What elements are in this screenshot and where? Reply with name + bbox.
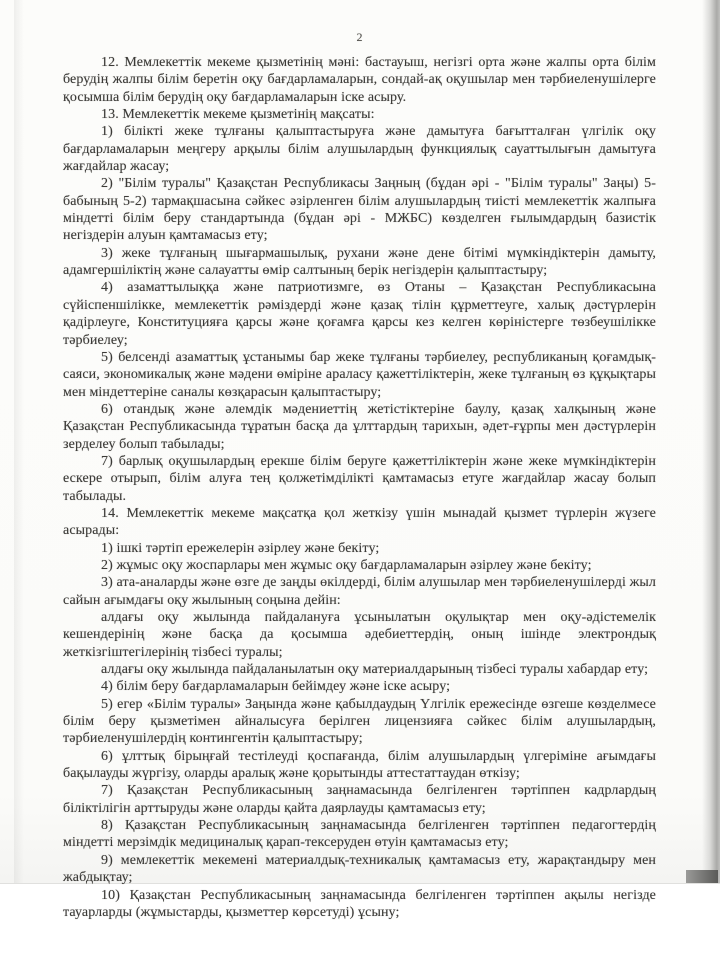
page-edge-shadow-left [14,0,24,883]
paragraph: 4) білім беру бағдарламаларын бейімдеу және іске асыру; [101,679,451,695]
paragraph: алдағы оқу жылында пайдаланылатын оқу материалдарының тізбесі туралы хабардар ету; [101,662,649,678]
paragraph: 1) ішкі тәртіп ережелерін әзірлеу және бекіту; [101,540,380,556]
paragraph: алдағы оқу жылында пайдалануға ұсынылатын оқулықтар мен оқу-әдістемелік кешендерінің және басқа да қосымша әдебиеттердің, оның ішінде электрондық жеткізгіштегілерінің тізбесі туралы; [63,610,656,660]
page-edge-shadow-right [702,0,720,883]
paragraph: 9) мемлекеттік мекемені материалдық-техникалық қамтамасыз ету, жарақтандыру мен жабдықтау; [63,852,656,886]
paragraph: 8) Қазақстан Республикасының заңнамасында белгіленген тәртіппен педагогтердің міндетті мерзімдік медициналық қарап-тексеруден өтуін қамтамасыз ету; [63,818,656,851]
paragraph: 5) егер «Білім туралы» Заңында және қабылдаудың Үлгілік ережесінде өзгеше көзделмесе білім беру қызметімен айналысуға берілген лицензияға сәйкес білім алушылардың, тәрбиеленушілердің контингентін қалыптастыру; [63,696,656,747]
paragraph: 5) белсенді азаматтық ұстанымы бар жеке тұлғаны тәрбиелеу, республиканың қоғамдық-саяси, экономикалық және мәдени өміріне араласу қажеттіліктерін, жеке тұлғаның өз құқықтары мен міндеттеріне саналы көзқарасын қалыптастыру; [63,349,656,400]
paragraph: 4) азаматтылыққа және патриотизмге, өз Отаны – Қазақстан Республикасына сүйіспеншілікке, мемлекеттік рәміздерді және қазақ тілін құрметтеуге, халық дәстүрлерін қадірлеуге, Конституцияға қарсы және қоғамға қарсы кез келген көріністерге төзбеушілікке тәрбиелеу; [63,280,656,348]
paragraph: 6) отандық және әлемдік мәдениеттің жетістіктеріне баулу, қазақ халқының және Қазақстан Республикасында тұратын басқа да ұлттардың тарихын, әдет-ғұрпы мен дәстүрлерін зерделеу болып табылады; [63,401,656,452]
paragraph: 3) жеке тұлғаның шығармашылық, рухани және дене бітімі мүмкіндіктерін дамыту, адамгершіліктің және салауатты өмір салтының берік негіздерін қалыптастыру; [63,245,656,279]
document-body [63,54,656,921]
paragraph: 7) барлық оқушылардың ерекше білім беруге қажеттіліктерін және жеке мүмкіндіктерін ескере отырып, білім алуға тең қолжетімділікті қамтамасыз етуге жағдайлар жасау болып табылады. [63,453,656,504]
paragraph: 10) Қазақстан Республикасының заңнамасында белгіленген тәртіппен ақылы негізде тауарларды (жұмыстарды, қызметтер көрсетуді) ұсыну; [63,887,656,920]
paragraph: 2) "Білім туралы" Қазақстан Республикасы Заңның (бұдан әрі - "Білім туралы" Заңы) 5-бабының 5-2) тармақшасына сәйкес әзірленген білім алушылардың тиісті мемлекеттік жалпыға міндетті білім беру стандартында (бұдан әрі - МЖБС) көзделген ғылымдардың базистік негіздерін алуын қамтамасыз ету; [63,176,656,244]
page-number: 2 [356,30,363,44]
paragraph: 6) ұлттық бірыңғай тестілеуді қоспағанда, білім алушылардың үлгеріміне ағымдағы бақылауды жүргізу, оларды аралық және қорытынды аттестаттаудан өткізу; [63,748,656,782]
page-content [63,30,656,921]
paragraph: 13. Мемлекеттік мекеме қызметінің мақсаты: [101,107,375,123]
paragraph: 7) Қазақстан Республикасының заңнамасында белгіленген тәртіппен кадрлардың біліктілігін арттыруды және оларды қайта даярлауды қамтамасыз ету; [63,783,656,816]
paragraph: 2) жұмыс оқу жоспарлары мен жұмыс оқу бағдарламаларын әзірлеу және бекіту; [101,557,592,573]
paragraph: 14. Мемлекеттік мекеме мақсатқа қол жеткізу үшін мынадай қызмет түрлерін жүзеге асырады: [63,505,656,539]
paragraph: 1) білікті жеке тұлғаны қалыптастыруға және дамытуға бағытталған үлгілік оқу бағдарламаларын меңгеру арқылы білім алушылардың функциялық сауаттылығын дамытуға жағдайлар жасау; [63,124,656,175]
page-corner-shadow [686,870,718,883]
paragraph: 3) ата-аналарды және өзге де заңды өкілдерді, білім алушылар мен тәрбиеленушілерді жыл сайын ағымдағы оқу жылының соңына дейін: [63,575,656,608]
paragraph: 12. Мемлекеттік мекеме қызметінің мәні: бастауыш, негізгі орта және жалпы орта білім берудің жалпы білім беретін оқу бағдарламаларын, сондай-ақ оқушылар мен тәрбиеленушілерге қосымша білім берудің оқу бағдарламаларын іске асыру. [63,55,656,105]
